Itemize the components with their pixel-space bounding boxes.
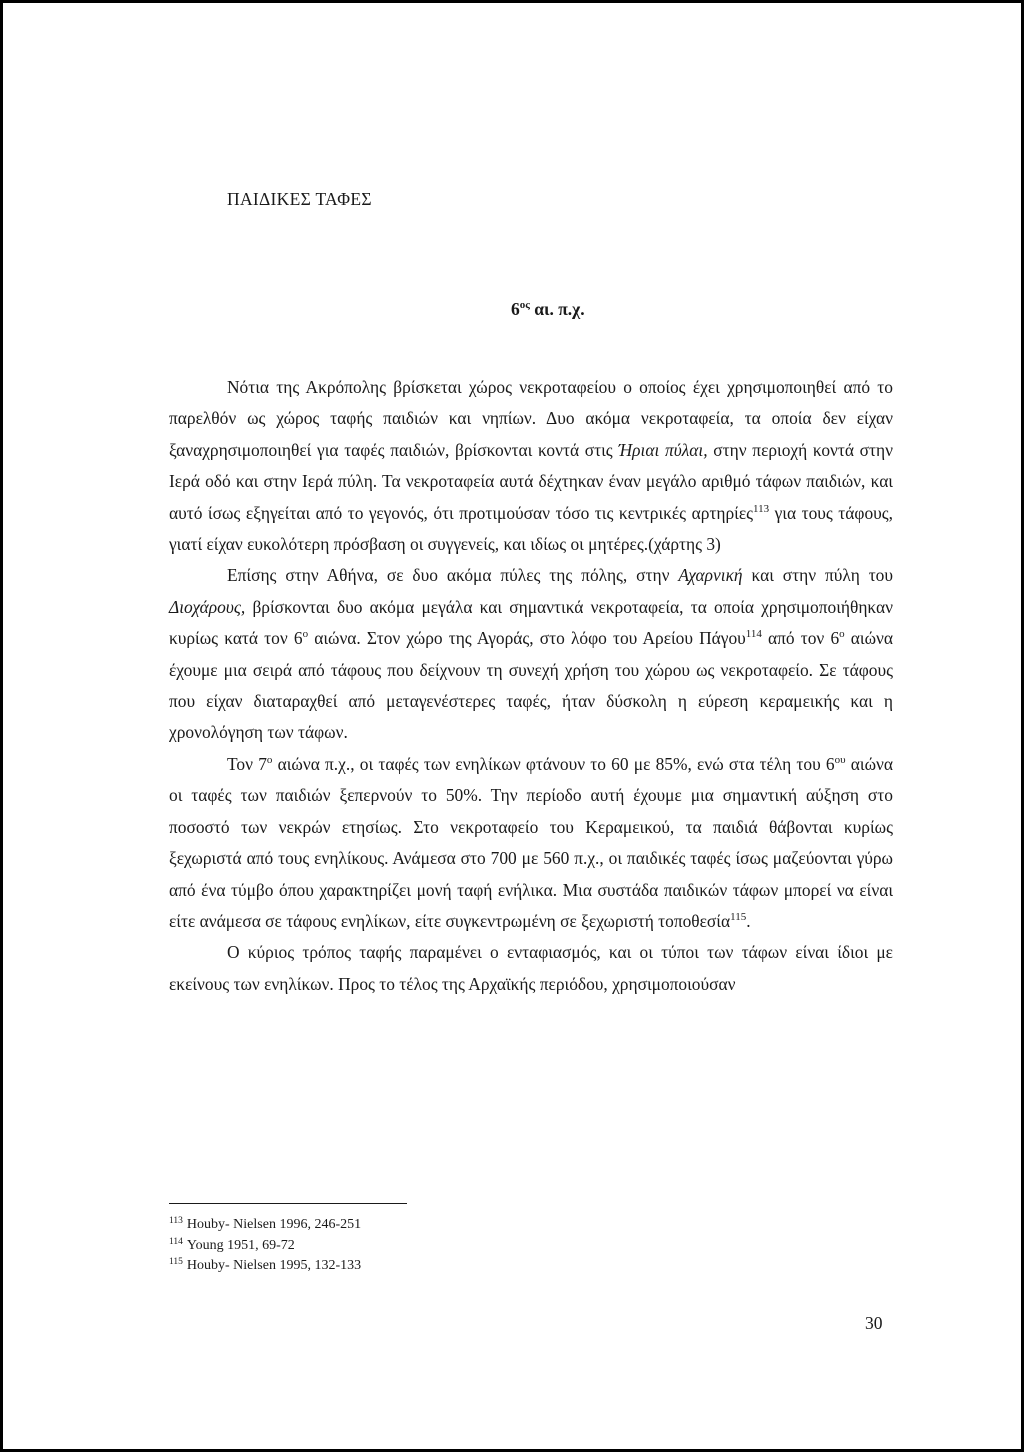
paragraph-2-text-b: και στην πύλη του [742, 565, 893, 586]
footnote-number: 115 [169, 1257, 183, 1267]
paragraph-3-text-a: Τον 7 [227, 753, 267, 774]
paragraph-1-text-a: Νότια της Ακρόπολης βρίσκεται χώρος νεκροταφείου ο οποίος έχει χρησιμοποιηθεί από το παρελθόν ως χώρος ταφής παιδιών και νηπίων. Δυο ακόμα νεκροταφεία, τα οποία δεν είχαν ξαναχρησιμοποιηθεί για ταφές παιδιών, βρίσκονται κοντά στις [169, 377, 893, 460]
paragraph-2 [169, 560, 893, 748]
paragraph-1-text-c: για τους τάφους, γιατί είχαν ευκολότερη πρόσβαση οι συγγενείς, και ιδίως οι μητέρες.(χάρτης 3) [169, 502, 893, 555]
century-heading [511, 299, 585, 320]
paragraph-2-text-d: αιώνα. Στον χώρο της Αγοράς, στο λόφο του Αρείου Πάγου [308, 628, 746, 649]
paragraph-1 [169, 372, 893, 560]
century-number: 6 [511, 299, 520, 319]
section-title: ΠΑΙΔΙΚΕΣ ΤΑΦΕΣ [227, 189, 372, 209]
footnote-number: 113 [169, 1216, 183, 1226]
paragraph-2-text-a: Επίσης στην Αθήνα, σε δυο ακόμα πύλες της πόλης, στην [227, 565, 679, 586]
footnote-ref-113[interactable]: 113 [753, 502, 770, 515]
century-suffix: αι. π.χ. [529, 299, 585, 319]
century-ordinal: ος [519, 299, 530, 311]
page-number: 30 [865, 1313, 883, 1333]
paragraph-4: Ο κύριος τρόπος ταφής παραμένει ο ενταφιασμός, και οι τύποι των τάφων είναι ίδιοι με εκείνους των ενηλίκων. Προς το τέλος της Αρχαϊκής περιόδου, χρησιμοποιούσαν [169, 942, 893, 994]
paragraph-2-text-f: αιώνα έχουμε μια σειρά από τάφους που δείχνουν τη συνεχή χρήση του χώρου ως νεκροταφείο. Σε τάφους που είχαν διαταραχθεί από μεταγενέστερες ταφές, ήταν δύσκολη η εύρεση κεραμεικής και η χρονολόγηση των τάφων. [169, 628, 893, 743]
paragraph-2-text-c: βρίσκονται δυο ακόμα μεγάλα και σημαντικά νεκροταφεία, τα οποία χρησιμοποιήθηκαν κυρίως κατά τον 6 [169, 596, 893, 649]
footnote-113 [169, 1215, 361, 1236]
paragraph-2-italic-1: Αχαρνική [678, 565, 743, 586]
ordinal-sup: ο [302, 628, 309, 641]
ordinal-sup: ο [266, 753, 273, 766]
footnotes [169, 1215, 361, 1277]
body-text [169, 372, 893, 1000]
footnote-divider [169, 1203, 407, 1204]
paragraph-2-italic-2: Διοχάρους, [169, 596, 246, 617]
paragraph-3-text-c: αιώνα οι ταφές των παιδιών ξεπερνούν το 50%. Την περίοδο αυτή έχουμε μια σημαντική αύξηση στο ποσοστό των νεκρών ετησίως. Στο νεκροταφείο του Κεραμεικού, τα παιδιά θάβονται κυρίως ξεχωριστά από τους ενηλίκους. Ανάμεσα στο 700 με 560 π.χ., οι παιδικές ταφές ίσως μαζεύονται γύρω από ένα τύμβο όπου χαρακτηρίζει μονή ταφή ενήλικα. Μια συστάδα παιδικών τάφων μπορεί να είναι είτε ανάμεσα σε τάφους ενηλίκων, είτε συγκεντρωμένη σε ξεχωριστή τοποθεσία [169, 753, 893, 931]
footnote-114 [169, 1236, 361, 1257]
footnote-text: Houby- Nielsen 1996, 246-251 [186, 1217, 362, 1232]
paragraph-1-italic: Ήριαι πύλαι, [618, 439, 708, 460]
footnote-text: Houby- Nielsen 1995, 132-133 [186, 1258, 362, 1273]
paragraph-3 [169, 749, 893, 937]
paragraph-2-text-e: από τον 6 [761, 628, 840, 649]
paragraph-1-text-b: στην περιοχή κοντά στην Ιερά οδό και στην Ιερά πύλη. Τα νεκροταφεία αυτά δέχτηκαν έναν μεγάλο αριθμό τάφων παιδιών, και αυτό ίσως εξηγείται από το γεγονός, ότι προτιμούσαν τόσο τις κεντρικές αρτηρίες [169, 439, 893, 523]
paragraph-3-text-b: αιώνα π.χ., οι ταφές των ενηλίκων φτάνουν το 60 με 85%, ενώ στα τέλη του 6 [272, 753, 835, 774]
footnote-text: Young 1951, 69-72 [186, 1237, 295, 1253]
ordinal-sup: ο [839, 628, 845, 641]
footnote-ref-114[interactable]: 114 [745, 628, 762, 641]
paragraph-3-text-d: . [746, 910, 751, 931]
footnote-number: 114 [169, 1236, 183, 1247]
footnote-115 [169, 1256, 361, 1277]
ordinal-sup: ου [834, 753, 846, 766]
footnote-ref-115[interactable]: 115 [730, 910, 747, 923]
